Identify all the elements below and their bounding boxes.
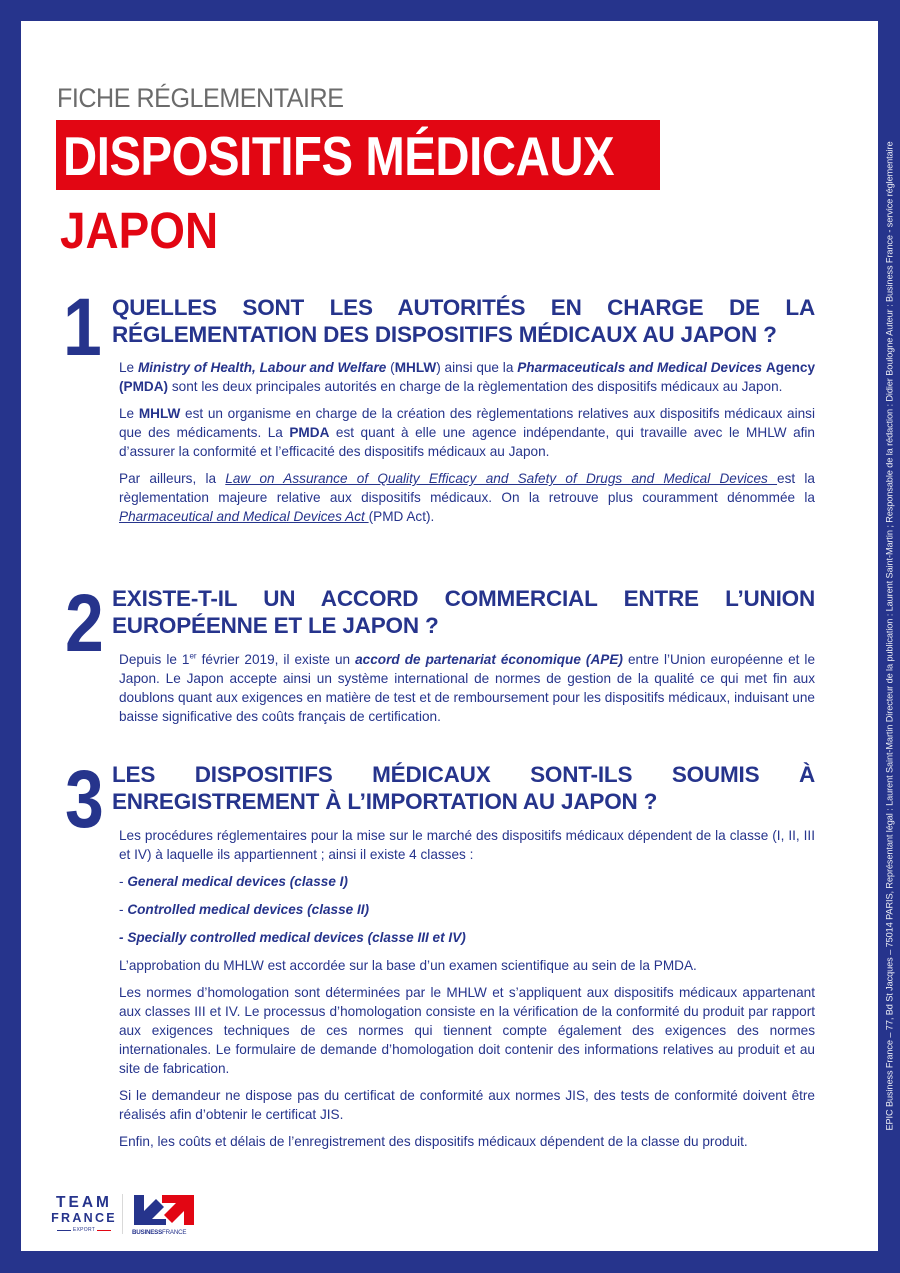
question-line-1: QUELLES SONT LES AUTORITÉS EN CHARGE DE LA [112, 295, 815, 320]
pmd-act-link[interactable]: Pharmaceutical and Medical Devices Act [119, 509, 369, 524]
ministry-name: Ministry of Health, Labour and Welfare [137, 360, 387, 375]
paragraph: Les normes d’homologation sont déterminées par le MHLW et s’appliquent aux dispositifs médicaux appartenant aux classes III et IV. Le processus d’homologation consiste en la vérification de la conformité du produit par rapport aux exigences techniques de ces normes qui tiennent compte également des exigences des normes internationales. Le formulaire de demande d’homologation doit contenir des informations relatives au produit et au site de fabrication. [119, 985, 815, 1076]
paragraph: Le MHLW est un organisme en charge de la création des règlementations relatives aux dispositifs médicaux ainsi que des médicaments. La PMDA est quant à elle une agence indépendante, qui travaille avec le MHLW afin d’assurer la conformité et l’efficacité des dispositifs médicaux au Japon. [119, 406, 815, 459]
business-france-arrows-icon [132, 1193, 196, 1227]
paragraph: L’approbation du MHLW est accordée sur la base d’un examen scientifique au sein de la PMDA. [119, 958, 697, 973]
footer-logos [51, 1189, 196, 1239]
question-line-2: RÉGLEMENTATION DES DISPOSITIFS MÉDICAUX AU JAPON ? [112, 322, 777, 347]
paragraph: Par ailleurs, la Law on Assurance of Quality Efficacy and Safety of Drugs and Medical Devices est la règlementation majeure relative aux dispositifs médicaux. On la retrouve plus couramment dénommée la Pharmaceutical and Medical Devices Act (PMD Act). [119, 471, 815, 524]
logo-divider [122, 1194, 123, 1234]
paragraph: Le Ministry of Health, Labour and Welfare (MHLW) ainsi que la Pharmaceuticals and Medical Devices Agency (PMDA) sont les deux principales autorités en charge de la règlementation des dispositifs médicaux au Japon. [119, 360, 816, 394]
section-question [112, 294, 815, 348]
team-france-export-logo: TEAM FRANCE EXPORT [51, 1194, 117, 1233]
section-question [112, 761, 815, 815]
class-list-item: - Controlled medical devices (classe II) [119, 902, 370, 917]
document-page [21, 21, 878, 1251]
title-banner [56, 120, 660, 190]
agency-name: Pharmaceuticals and Medical Devices [517, 360, 763, 375]
law-reference-link[interactable]: Law on Assurance of Quality Efficacy and Safety of Drugs and Medical Devices [225, 471, 778, 486]
question-line-2: ENREGISTREMENT À L’IMPORTATION AU JAPON ? [112, 789, 658, 814]
paragraph: Depuis le 1er février 2019, il existe un accord de partenariat économique (APE) entre l’Union européenne et le Japon. Le Japon accepte ainsi un système international de normes de gestion de la qualité ce qui met fin aux doublons quant aux exigences en matière de test et de remboursement pour les dispositifs médicaux, induisant une baisse significative des coûts français de certification. [119, 651, 816, 724]
paragraph: Enfin, les coûts et délais de l’enregistrement des dispositifs médicaux dépendent de la classe du produit. [119, 1134, 748, 1149]
section-number: 1 [63, 282, 102, 373]
class-list-item: - General medical devices (classe I) [119, 874, 348, 889]
section-number: 3 [65, 754, 104, 845]
legal-side-note: EPIC Business France – 77, Bd St Jacques – 75014 PARIS, Représentant légal : Laurent Saint-Martin Directeur de la publication : Laurent Saint-Martin ; Responsable de la rédaction : Didier Boulogne Auteur : Business France - service réglementaire [884, 141, 895, 1131]
question-line-1: EXISTE-T-IL UN ACCORD COMMERCIAL ENTRE L’UNION [112, 586, 815, 611]
document-title: DISPOSITIFS MÉDICAUX [63, 125, 615, 187]
section-number: 2 [65, 578, 104, 669]
section-body [119, 826, 815, 1159]
paragraph: Les procédures réglementaires pour la mise sur le marché des dispositifs médicaux dépendent de la classe (I, II, III et IV) à laquelle ils appartiennent ; ainsi il existe 4 classes : [119, 828, 815, 862]
question-line-1: LES DISPOSITIFS MÉDICAUX SONT-ILS SOUMIS À [112, 762, 815, 787]
ape-term: accord de partenariat économique (APE) [355, 652, 623, 667]
section-question [112, 585, 815, 639]
section-body [119, 650, 815, 734]
country-heading: JAPON [60, 202, 219, 259]
paragraph: Si le demandeur ne dispose pas du certificat de conformité aux normes JIS, des tests de conformité doivent être réalisés afin d’obtenir le certificat JIS. [119, 1088, 815, 1122]
class-list-item: - Specially controlled medical devices (classe III et IV) [119, 930, 466, 945]
question-line-2: EUROPÉENNE ET LE JAPON ? [112, 613, 439, 638]
document-kicker: FICHE RÉGLEMENTAIRE [57, 83, 344, 113]
business-france-logo: BUSINESSFRANCE [132, 1193, 196, 1236]
section-body [119, 358, 815, 534]
